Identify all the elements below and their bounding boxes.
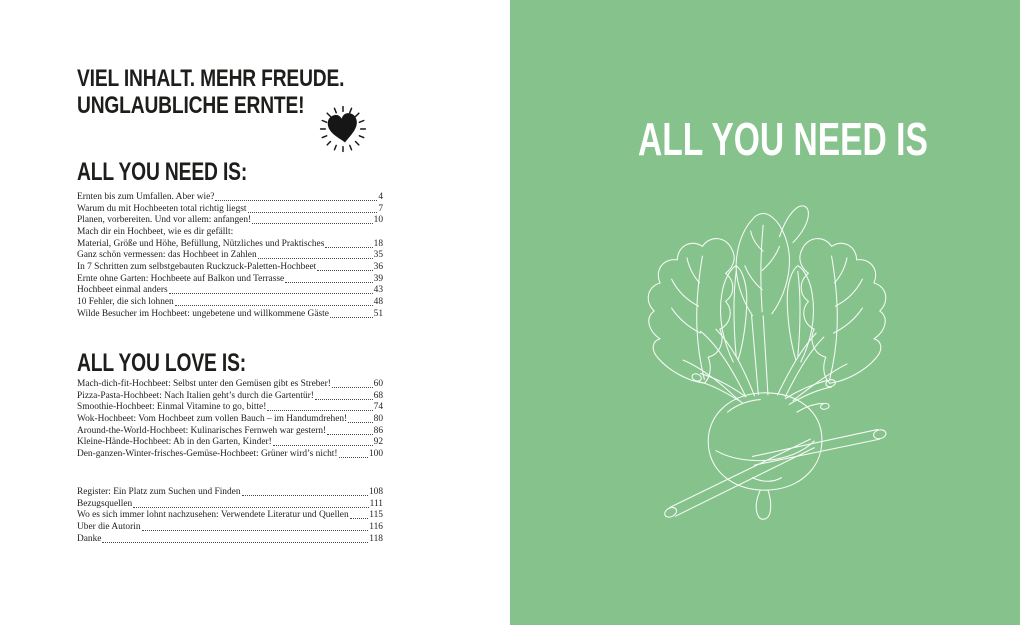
page-title: [77, 65, 344, 119]
toc-entry-label: Wilde Besucher im Hochbeet: ungebetene und willkommene Gäste: [77, 308, 329, 319]
toc-entry-label: In 7 Schritten zum selbstgebauten Ruckzuck-Paletten-Hochbeet: [77, 261, 317, 272]
toc-entry-page: 92: [373, 437, 383, 448]
toc-entry: [77, 379, 383, 391]
toc-entry: [77, 285, 383, 297]
toc-entry-page: 51: [373, 308, 383, 319]
toc-entry-label: Ernte ohne Garten: Hochbeete auf Balkon und Terrasse: [77, 273, 285, 284]
toc-entry-page: 80: [373, 413, 383, 424]
page-title-line-2: UNGLAUBLICHE ERNTE!: [77, 92, 305, 119]
toc-section-need: [77, 192, 383, 320]
toc-entry: [77, 402, 383, 414]
toc-entry: [77, 297, 383, 309]
toc-entry-label: Planen, vorbereiten. Und vor allem: anfangen!: [77, 215, 252, 226]
toc-entry-label: 10 Fehler, die sich lohnen: [77, 296, 174, 307]
toc-entry-label: Register: Ein Platz zum Suchen und Finden: [77, 487, 241, 497]
toc-entry: [77, 510, 383, 522]
toc-entry: [77, 215, 383, 227]
toc-entry-label: Wo es sich immer lohnt nachzusehen: Verwendete Literatur und Quellen: [77, 510, 349, 521]
section-heading-all-you-love-is: ALL YOU LOVE IS:: [77, 349, 247, 377]
toc-entry: [77, 274, 383, 286]
toc-entry-label: Mach dir ein Hochbeet, wie es dir gefällt:: [77, 226, 234, 237]
section-heading-all-you-need-is: ALL YOU NEED IS:: [77, 158, 248, 186]
toc-dot-leader: [350, 518, 369, 519]
toc-entry-page: 86: [373, 425, 383, 436]
toc-entry-label: Around-the-World-Hochbeet: Kulinarisches Fernweh war gestern!: [77, 425, 327, 436]
toc-dot-leader: [169, 293, 373, 294]
toc-entry: [77, 449, 383, 461]
heart-with-rays-icon: [318, 103, 368, 153]
toc-entry-page: 100: [368, 448, 383, 459]
toc-entry: [77, 437, 383, 449]
toc-section-love: [77, 379, 383, 461]
toc-entry-label: Wok-Hochbeet: Vom Hochbeet zum vollen Bauch – im Handumdrehen!: [77, 413, 348, 424]
toc-entry-page: 108: [368, 487, 383, 497]
toc-dot-leader: [273, 445, 373, 446]
toc-entry: [77, 499, 383, 511]
toc-entry: [77, 250, 383, 262]
toc-entry: [77, 204, 383, 216]
toc-dot-leader: [175, 305, 373, 306]
toc-dot-leader: [267, 410, 372, 411]
toc-entry-label: Warum du mit Hochbeeten total richtig liegst: [77, 203, 247, 214]
toc-entry: [77, 227, 383, 239]
toc-entry-page: 35: [373, 250, 383, 261]
toc-dot-leader: [348, 422, 372, 423]
toc-entry-label: Hochbeet einmal anders: [77, 285, 168, 296]
toc-entry-label: Bezugsquellen: [77, 498, 133, 509]
toc-dot-leader: [248, 212, 378, 213]
toc-entry-page: 74: [373, 402, 383, 413]
toc-entry-label: Mach-dich-fit-Hochbeet: Selbst unter den Gemüsen gibt es Streber!: [77, 379, 331, 389]
toc-entry: [77, 239, 383, 251]
right-page-chapter-divider: [510, 0, 1020, 625]
toc-dot-leader: [285, 282, 372, 283]
toc-entry-label: Ernten bis zum Umfallen. Aber wie?: [77, 192, 215, 202]
toc-dot-leader: [142, 530, 369, 531]
toc-dot-leader: [330, 317, 373, 318]
toc-entry: [77, 487, 383, 499]
toc-entry-label: Über die Autorin: [77, 521, 141, 532]
toc-dot-leader: [325, 247, 372, 248]
toc-entry-label: Den-ganzen-Winter-frisches-Gemüse-Hochbeet: Grüner wird’s nicht!: [77, 448, 338, 459]
toc-entry-page: 36: [373, 261, 383, 272]
toc-entry-page: 111: [369, 498, 383, 509]
chapter-title: ALL YOU NEED IS: [638, 113, 928, 165]
toc-entry-label: Kleine-Hände-Hochbeet: Ab in den Garten, Kinder!: [77, 437, 272, 448]
toc-dot-leader: [242, 495, 368, 496]
toc-entry-label: Pizza-Pasta-Hochbeet: Nach Italien geht’s durch die Gartentür!: [77, 390, 314, 401]
toc-entry: [77, 391, 383, 403]
toc-entry-page: 7: [378, 203, 383, 214]
toc-dot-leader: [258, 258, 373, 259]
toc-entry: [77, 414, 383, 426]
toc-entry: [77, 534, 383, 546]
toc-entry-label: Danke: [77, 533, 102, 544]
toc-entry-page: 43: [373, 285, 383, 296]
toc-entry-page: 4: [378, 192, 383, 202]
toc-dot-leader: [252, 223, 372, 224]
toc-entry-page: 116: [369, 521, 383, 532]
toc-entry: [77, 192, 383, 204]
toc-dot-leader: [339, 457, 368, 458]
toc-entry-page: 18: [373, 238, 383, 249]
toc-entry-page: 60: [373, 379, 383, 389]
page-title-line-1: VIEL INHALT. MEHR FREUDE.: [77, 65, 345, 92]
toc-section-appendix: [77, 487, 383, 545]
toc-dot-leader: [327, 434, 372, 435]
toc-dot-leader: [102, 542, 368, 543]
toc-dot-leader: [215, 200, 377, 201]
toc-entry: [77, 262, 383, 274]
toc-entry-page: 10: [373, 215, 383, 226]
toc-dot-leader: [317, 270, 372, 271]
toc-entry: [77, 426, 383, 438]
toc-entry-label: Ganz schön vermessen: das Hochbeet in Zahlen: [77, 250, 257, 261]
toc-entry-label: Smoothie-Hochbeet: Einmal Vitamine to go, bitte!: [77, 402, 267, 413]
toc-entry-label: Material, Größe und Höhe, Befüllung, Nützliches und Praktisches: [77, 238, 325, 249]
toc-entry-page: 39: [373, 273, 383, 284]
toc-dot-leader: [315, 399, 373, 400]
toc-entry: [77, 522, 383, 534]
toc-entry-page: 115: [369, 510, 383, 521]
toc-entry-page: 118: [369, 533, 383, 544]
toc-entry-page: 48: [373, 296, 383, 307]
toc-entry: [77, 309, 383, 321]
toc-entry-page: 68: [373, 390, 383, 401]
kohlrabi-illustration: [608, 196, 926, 528]
toc-dot-leader: [332, 387, 373, 388]
toc-dot-leader: [133, 507, 368, 508]
